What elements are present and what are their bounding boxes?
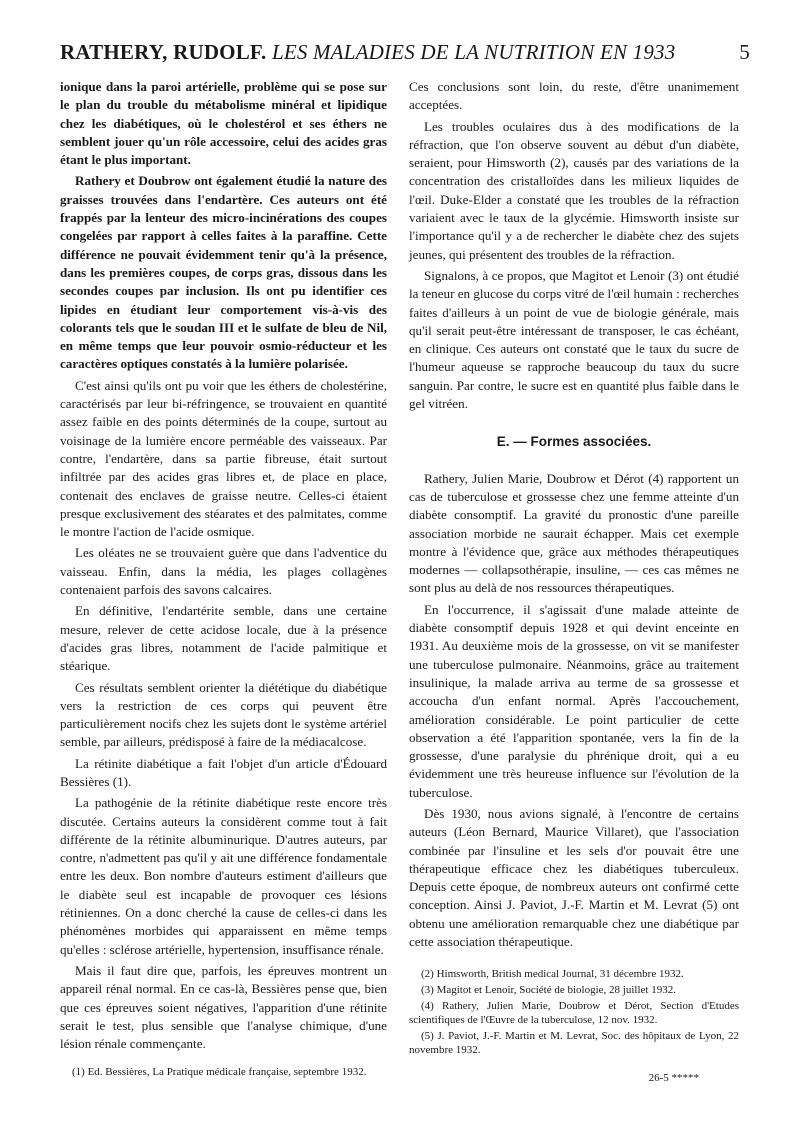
paragraph: ionique dans la paroi artérielle, problème qui se pose sur le plan du trouble du métabolisme minéral et lipidique chez les diabétiques, où le cholestérol et ses éthers ne semblent jouer qu'un rôle accessoire, celui des acides gras étant le plus important. <box>60 79 387 168</box>
footnote: (3) Magitot et Lenoir, Société de biologie, 28 juillet 1932. <box>421 984 676 997</box>
right-column-paragraphs-after <box>409 470 739 952</box>
footnote: (2) Himsworth, British medical Journal, 31 décembre 1932. <box>421 968 684 981</box>
paragraph: Ces résultats semblent orienter la diététique du diabétique vers la restriction de ces corps qui peuvent être particulièrement nocifs chez les sujets dont le système artériel semble, par ailleurs, prédisposé à faire de la médiacalcose. <box>60 679 387 750</box>
paragraph: Les troubles oculaires dus à des modifications de la réfraction, que l'on observe souvent au début d'un diabète, seraient, pour Himsworth (2), causés par des variations de la concentration des cristalloïdes dans les milieux liquides de l'œil. Duke-Elder a constaté que les troubles de la réfraction variaient avec le taux de la glycémie. Himsworth insiste sur l'importance qu'il y a de rechercher le diabète chez des sujets jeunes, qui présentent des troubles de la réfraction. <box>409 118 739 262</box>
paragraph: Rathery et Doubrow ont également étudié la nature des graisses trouvées dans l'endartère. Ces auteurs ont été frappés par la lenteur des micro-incinérations des coupes congelées par rapport à celles faites à la paraffine. Cette différence ne pouvait évidemment tenir qu'à la présence, dans les premières coupes, de corps gras, dissous dans les secondes coupes par inclusion. Ils ont pu identifier ces lipides en étudiant leur comportement vis-à-vis des colorants tels que le soudan III et le sulfate de bleu de Nil, en même temps que leur pouvoir osmio-réducteur et les caractères optiques constatés à la lumière polarisée. <box>60 173 387 372</box>
paragraph: La pathogénie de la rétinite diabétique reste encore très discutée. Certains auteurs la considèrent comme tout à fait différente de la rétinite albuminurique. D'autres auteurs, par contre, n'admettent pas qu'il y ait une différence fondamentale entre les deux. Bon nombre d'auteurs estiment d'ailleurs que le diabète seul est incapable de provoquer ces lésions rétiniennes. On a donc cherché la cause de celles-ci dans les phénomènes morbides qui apparaissent en même temps qu'elles : sclérose artérielle, hypertension, insuffisance rénale. <box>60 795 387 957</box>
section-title: E. — Formes associées. <box>496 434 652 450</box>
left-footnotes <box>60 1065 387 1079</box>
paragraph: En définitive, l'endartérite semble, dans une certaine mesure, relever de cette acidose locale, due à la présence d'acides gras libres, notamment de l'acide palmitique et stéarique. <box>60 603 387 674</box>
footnote: (4) Rathery, Julien Marie, Doubrow et Dérot, Section d'Etudes scientifiques de l'Œuvre de la tuberculose, 12 nov. 1932. <box>409 1000 739 1027</box>
header-title: LES MALADIES DE LA NUTRITION EN 1933 <box>271 40 676 64</box>
left-column-paragraphs <box>60 78 387 1053</box>
paragraph: Signalons, à ce propos, que Magitot et Lenoir (3) ont étudié la teneur en glucose du corps vitré de l'œil humain : recherches faites d'ailleurs à un point de vue de biologie générale, mais qu'il serait peut-être intéressant de transposer, le cas échéant, en clinique. Ces auteurs ont constaté que le taux du sucre de l'humeur aqueuse se rapproche beaucoup du taux du sucre sanguin. Par contre, le sucre est en quantité plus faible dans le gel vitréen. <box>409 267 739 412</box>
left-column <box>60 78 387 1081</box>
right-footnotes <box>409 967 739 1057</box>
printer-signature: 26-5 ***** <box>648 1072 699 1085</box>
paragraph: Rathery, Julien Marie, Doubrow et Dérot (4) rapportent un cas de tuberculose et grossesse chez une femme atteinte d'un diabète consomptif. La gravité du pronostic d'une pareille association morbide ne saurait échapper. Mais cet exemple montre à l'évidence que, grâce aux méthodes thérapeutiques modernes — collapsothérapie, insuline, — ces cas mêmes ne sont plus au delà de nos ressources thérapeutiques. <box>409 470 739 596</box>
paragraph: Ces conclusions sont loin, du reste, d'être unanimement acceptées. <box>409 79 739 113</box>
right-column-paragraphs <box>409 78 739 413</box>
footnote: (5) J. Paviot, J.-F. Martin et M. Levrat, Soc. des hôpitaux de Lyon, 22 novembre 1932. <box>409 1030 739 1057</box>
right-column <box>409 78 739 1088</box>
page-number: 5 <box>739 40 750 64</box>
paragraph: Les oléates ne se trouvaient guère que dans l'adventice du vaisseau. Enfin, dans la média, les plages collagènes contenaient parfois des savons calcaires. <box>60 545 387 598</box>
paragraph: En l'occurrence, il s'agissait d'une malade atteinte de diabète consomptif depuis 1928 et qui devint enceinte en 1931. Au deuxième mois de la grossesse, on vit se manifester une tuberculose pulmonaire. Néanmoins, grâce au traitement insulinique, la malade arriva au terme de sa grossesse et accoucha d'un enfant normal. Après l'accouchement, amélioration considérable. Le point particulier de cette observation a été l'apparition spontanée, vers la fin de la grossesse, d'une paralysie du phrénique droit, qui a eu évidemment une très heureuse influence sur l'évolution de la tuberculose. <box>409 601 739 800</box>
footnote-1: (1) Ed. Bessières, La Pratique médicale française, septembre 1932. <box>72 1066 367 1079</box>
paragraph: Dès 1930, nous avions signalé, à l'encontre de certains auteurs (Léon Bernard, Maurice Villaret), que l'association combinée par l'insuline et les sels d'or pouvait être une thérapeutique efficace chez les diabétiques tuberculeux. Depuis cette époque, de nombreux auteurs ont confirmé cette conception. Ainsi J. Paviot, J.-F. Martin et M. Levrat (5) ont obtenu une amélioration remarquable chez une diabétique par cette association thérapeutique. <box>409 805 739 950</box>
paragraph: La rétinite diabétique a fait l'objet d'un article d'Édouard Bessières (1). <box>60 755 387 789</box>
running-header <box>60 40 750 68</box>
header-author: RATHERY, RUDOLF. <box>60 40 267 64</box>
paragraph: C'est ainsi qu'ils ont pu voir que les éthers de cholestérine, caractérisés par leur bi-réfringence, se trouvaient en quantité assez faible en des points déterminés de la coupe, surtout au voisinage de la lumière encore perméable des vaisseaux. Par contre, l'endartère, dans sa partie fibreuse, était surtout infiltrée par des acides gras libres et, de place en place, contenait des enclaves de graisse neutre. Celles-ci étaient presque exclusivement des stéarates et des palmitates, comme le montre l'action de l'acide osmique. <box>60 377 387 540</box>
paragraph: Mais il faut dire que, parfois, les épreuves montrent un appareil rénal normal. En ce cas-là, Bessières pense que, bien que ces épreuves soient négatives, l'apparition d'une rétinite serait le test, plus sensible que l'analyse chimique, d'une lésion rénale commençante. <box>60 962 387 1052</box>
